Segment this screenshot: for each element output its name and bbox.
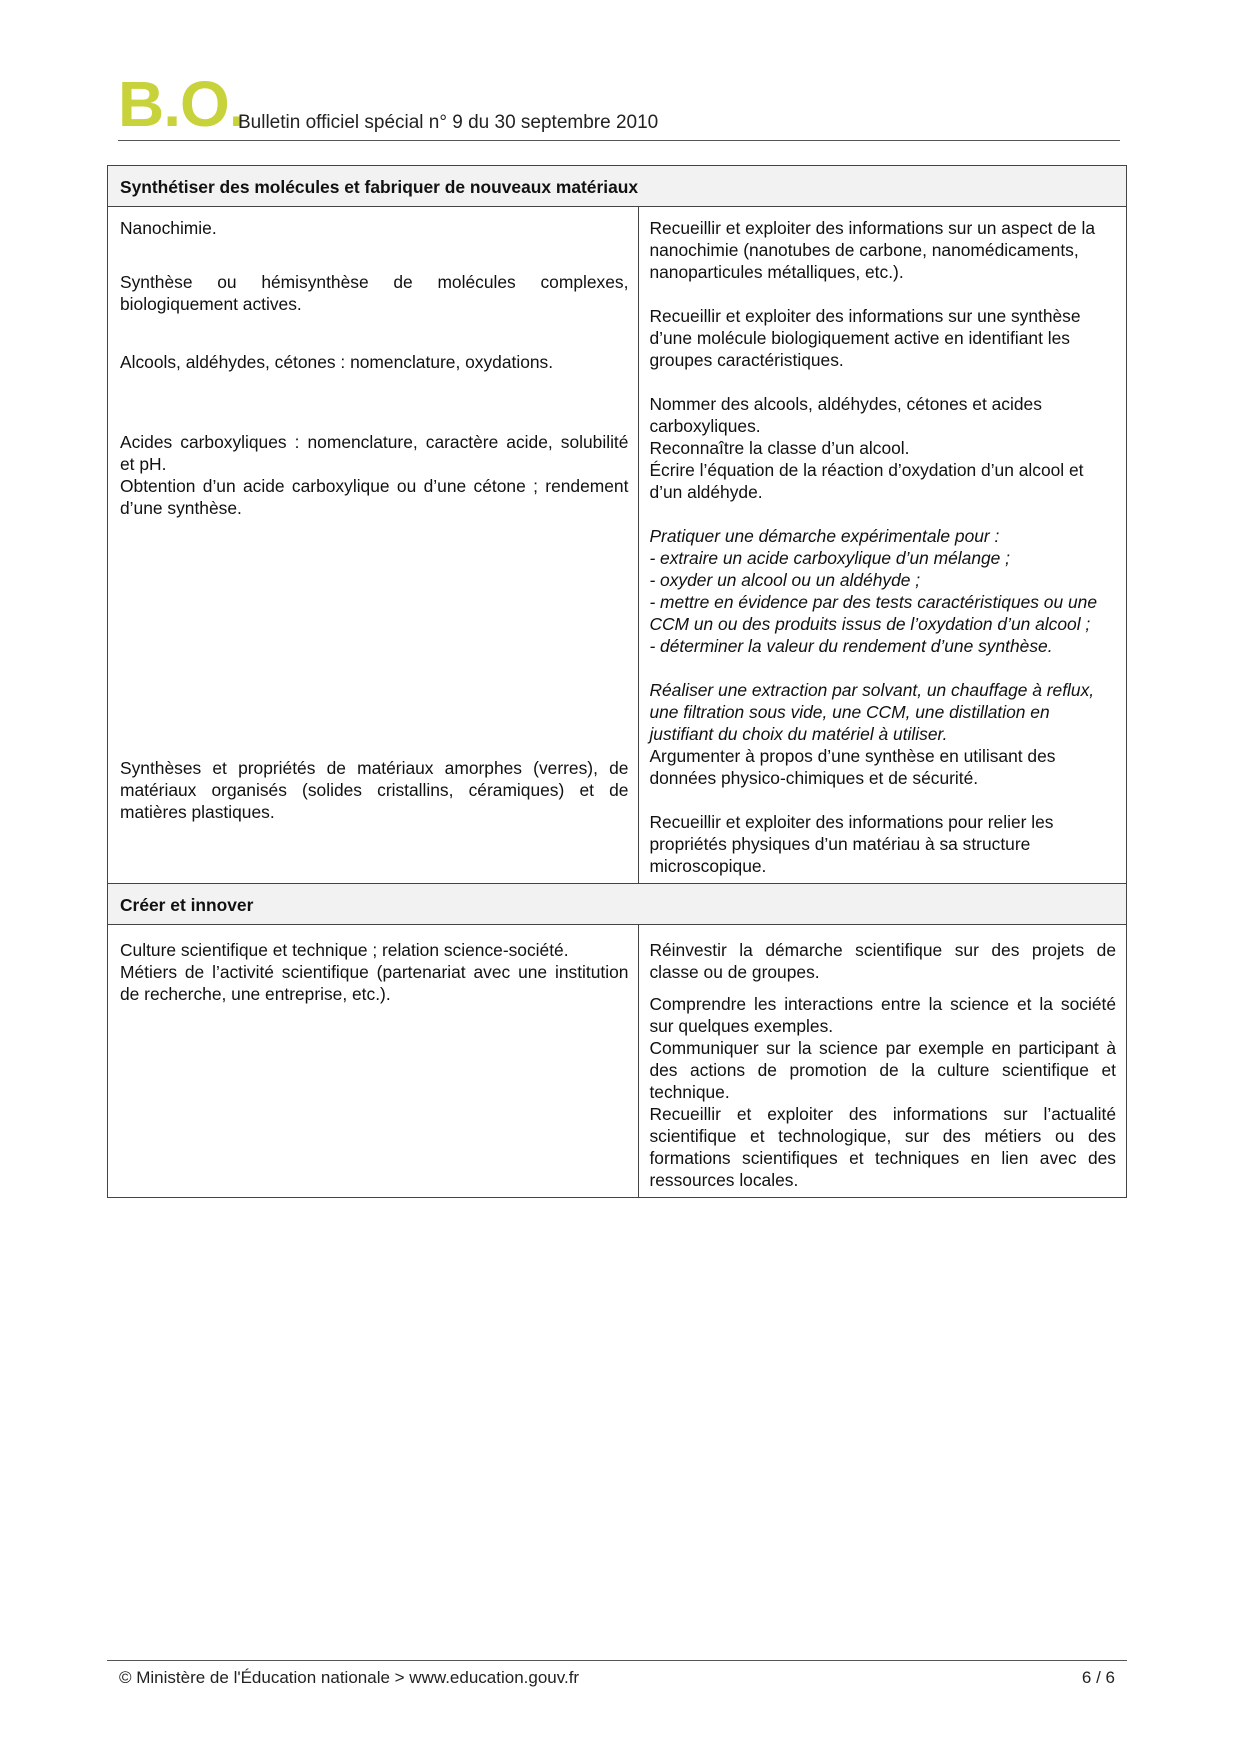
competence-text: Communiquer sur la science par exemple en participant à des actions de promotion de la culture scientifique et technique. <box>649 1038 1116 1102</box>
competence-text: Comprendre les interactions entre la science et la société sur quelques exemples. <box>649 994 1116 1036</box>
competence-text: Nommer des alcools, aldéhydes, cétones et acides carboxyliques. <box>649 394 1042 436</box>
header-divider <box>118 140 1120 141</box>
section-content-row <box>108 207 1127 884</box>
notion-text: Acides carboxyliques : nomenclature, caractère acide, solubilité et pH. <box>120 432 629 474</box>
competence-text: Recueillir et exploiter des informations sur une synthèse d’une molécule biologiquement active en identifiant les groupes caractéristiques. <box>649 306 1081 370</box>
section-content-row <box>108 925 1127 1198</box>
competence-text: Recueillir et exploiter des informations sur un aspect de la nanochimie (nanotubes de carbone, nanomédicaments, nanoparticules métalliques, etc.). <box>649 218 1096 282</box>
footer-divider <box>107 1660 1127 1661</box>
competence-text: - mettre en évidence par des tests caractéristiques ou une CCM un ou des produits issus de l’oxydation d’un alcool ; <box>649 592 1098 634</box>
notion-text: Obtention d’un acide carboxylique ou d’une cétone ; rendement d’une synthèse. <box>120 476 629 518</box>
competence-text: Pratiquer une démarche expérimentale pour : <box>649 526 1000 546</box>
competence-text: Écrire l’équation de la réaction d’oxydation d’un alcool et d’un aldéhyde. <box>649 460 1084 502</box>
competences-column <box>639 207 1127 884</box>
competence-text: Réinvestir la démarche scientifique sur des projets de classe ou de groupes. <box>649 940 1116 982</box>
competence-text: - déterminer la valeur du rendement d’une synthèse. <box>649 636 1053 656</box>
section-heading-row <box>108 166 1127 207</box>
section-heading: Synthétiser des molécules et fabriquer de nouveaux matériaux <box>108 166 1127 207</box>
notion-text: Alcools, aldéhydes, cétones : nomenclature, oxydations. <box>120 352 554 372</box>
competence-text: Reconnaître la classe d’un alcool. <box>649 438 910 458</box>
footer-copyright: © Ministère de l'Éducation nationale > www.education.gouv.fr <box>119 1668 580 1687</box>
section-heading-row <box>108 884 1127 925</box>
page-header <box>118 68 1120 142</box>
page-number: 6 / 6 <box>1081 1668 1115 1687</box>
notion-text: Culture scientifique et technique ; relation science-société. <box>120 940 569 960</box>
competence-text: Recueillir et exploiter des informations pour relier les propriétés physiques d’un matériau à sa structure microscopique. <box>649 812 1054 876</box>
header-title: Bulletin officiel spécial n° 9 du 30 septembre 2010 <box>238 112 659 133</box>
competences-column <box>639 925 1127 1198</box>
notion-text: Nanochimie. <box>120 218 217 238</box>
notions-column <box>108 925 639 1198</box>
competence-text: Recueillir et exploiter des informations sur l’actualité scientifique et technologique, sur des métiers ou des formations scientifiques et techniques en lien avec des ressources locales. <box>649 1104 1116 1190</box>
competence-text: - oxyder un alcool ou un aldéhyde ; <box>649 570 921 590</box>
notions-column <box>108 207 639 884</box>
competence-text: Argumenter à propos d’une synthèse en utilisant des données physico-chimiques et de sécurité. <box>649 746 1056 788</box>
competence-text: - extraire un acide carboxylique d’un mélange ; <box>649 548 1011 568</box>
notion-text: Synthèses et propriétés de matériaux amorphes (verres), de matériaux organisés (solides cristallins, céramiques) et de matières plastiques. <box>120 758 629 822</box>
section-heading: Créer et innover <box>108 884 1127 925</box>
competence-text: Réaliser une extraction par solvant, un chauffage à reflux, une filtration sous vide, une CCM, une distillation en justifiant du choix du matériel à utiliser. <box>649 680 1095 744</box>
page-footer <box>107 1660 1127 1700</box>
notion-text: Synthèse ou hémisynthèse de molécules complexes, biologiquement actives. <box>120 272 629 314</box>
notion-text: Métiers de l’activité scientifique (partenariat avec une institution de recherche, une entreprise, etc.). <box>120 962 629 1004</box>
bo-logo: B.O. <box>118 68 246 140</box>
programme-table <box>107 165 1127 1198</box>
